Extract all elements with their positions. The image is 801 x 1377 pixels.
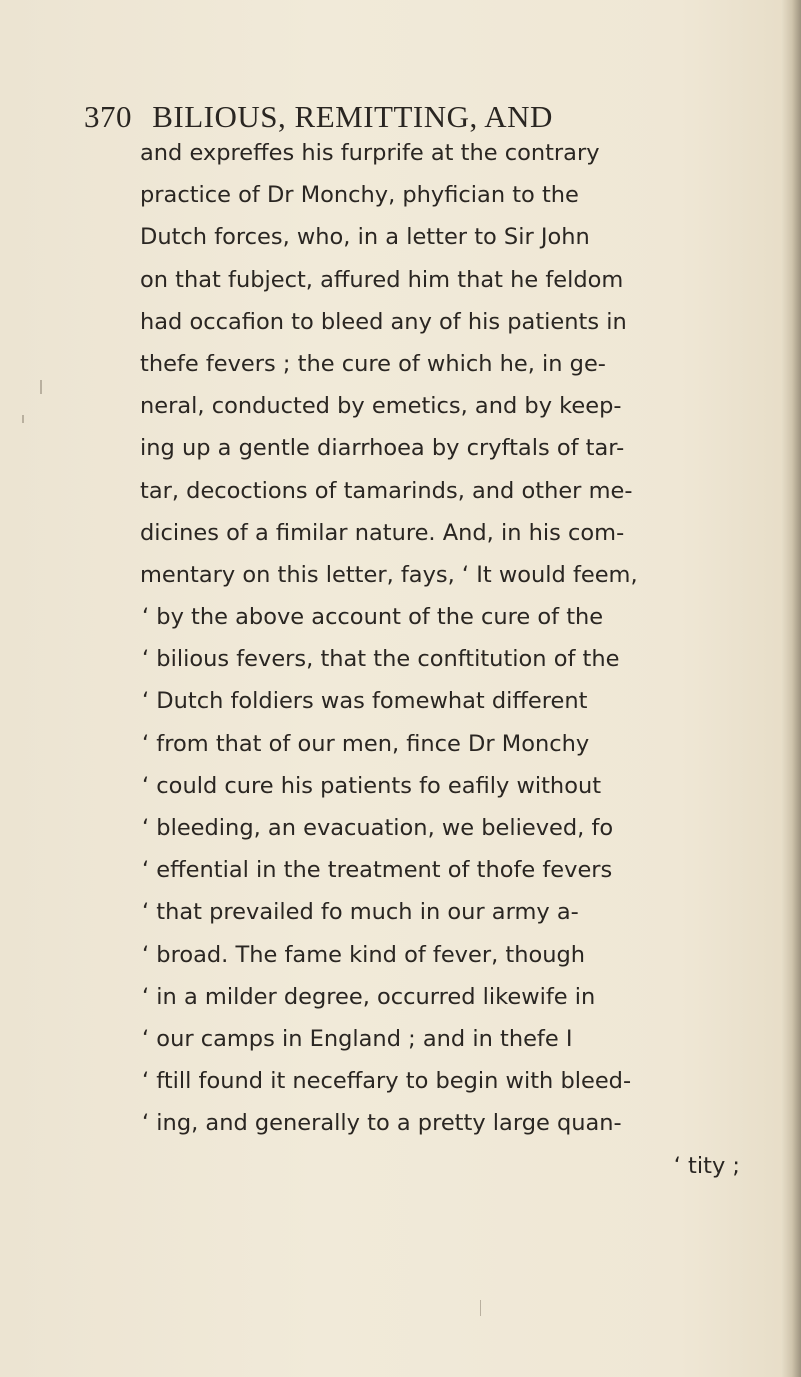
text-line: ‘ by the above account of the cure of the bbox=[142, 604, 604, 631]
text-line: ‘ bilious fevers, that the conftitution of the bbox=[142, 646, 620, 673]
text-line: ‘ that prevailed fo much in our army a- bbox=[142, 899, 579, 926]
text-line: ‘ bleeding, an evacuation, we believed, fo bbox=[142, 815, 614, 841]
text-line: tar, decoctions of tamarinds, and other me- bbox=[140, 477, 633, 504]
text-line: mentary on this letter, fays, ‘ It would feem, bbox=[140, 561, 638, 588]
text-line: practice of Dr Monchy, phyfician to the bbox=[140, 182, 579, 209]
page-number: 370 bbox=[84, 99, 132, 134]
text-line: and expreffes his furprife at the contrary bbox=[140, 140, 600, 166]
text-line: ‘ from that of our men, fince Dr Monchy bbox=[142, 730, 590, 757]
text-line: ‘ ftill found it neceffary to begin with bleed- bbox=[142, 1068, 632, 1095]
paper-speck bbox=[22, 415, 24, 423]
text-line: Dutch forces, who, in a letter to Sir John bbox=[140, 224, 590, 251]
running-title: BILIOUS, REMITTING, AND bbox=[152, 99, 553, 134]
page-edge bbox=[781, 0, 801, 1377]
text-line: ‘ in a milder degree, occurred likewife in bbox=[142, 983, 596, 1010]
text-line: ‘ Dutch foldiers was fomewhat different bbox=[142, 688, 588, 715]
text-line: neral, conducted by emetics, and by keep- bbox=[140, 393, 622, 420]
text-line: thefe fevers ; the cure of which he, in ge- bbox=[140, 350, 606, 377]
text-line: ‘ could cure his patients fo eafily without bbox=[142, 772, 602, 799]
text-line: had occafion to bleed any of his patients in bbox=[140, 308, 627, 335]
text-line: ‘ broad. The fame kind of fever, though bbox=[142, 941, 586, 968]
text-line: ing up a gentle diarrhoea by cryftals of tar- bbox=[140, 435, 625, 462]
text-line: on that fubject, affured him that he feldom bbox=[140, 266, 624, 293]
text-line: ‘ our camps in England ; and in thefe I bbox=[142, 1025, 573, 1052]
paper-speck bbox=[40, 380, 42, 394]
catchword: ‘ tity ; bbox=[673, 1152, 740, 1179]
body-text bbox=[140, 132, 740, 1187]
text-line: ‘ ing, and generally to a pretty large quan- bbox=[142, 1110, 622, 1137]
text-line: dicines of a fimilar nature. And, in his com- bbox=[140, 519, 625, 546]
paper-speck bbox=[480, 1300, 481, 1316]
text-line: ‘ effential in the treatment of thofe fevers bbox=[142, 857, 613, 884]
